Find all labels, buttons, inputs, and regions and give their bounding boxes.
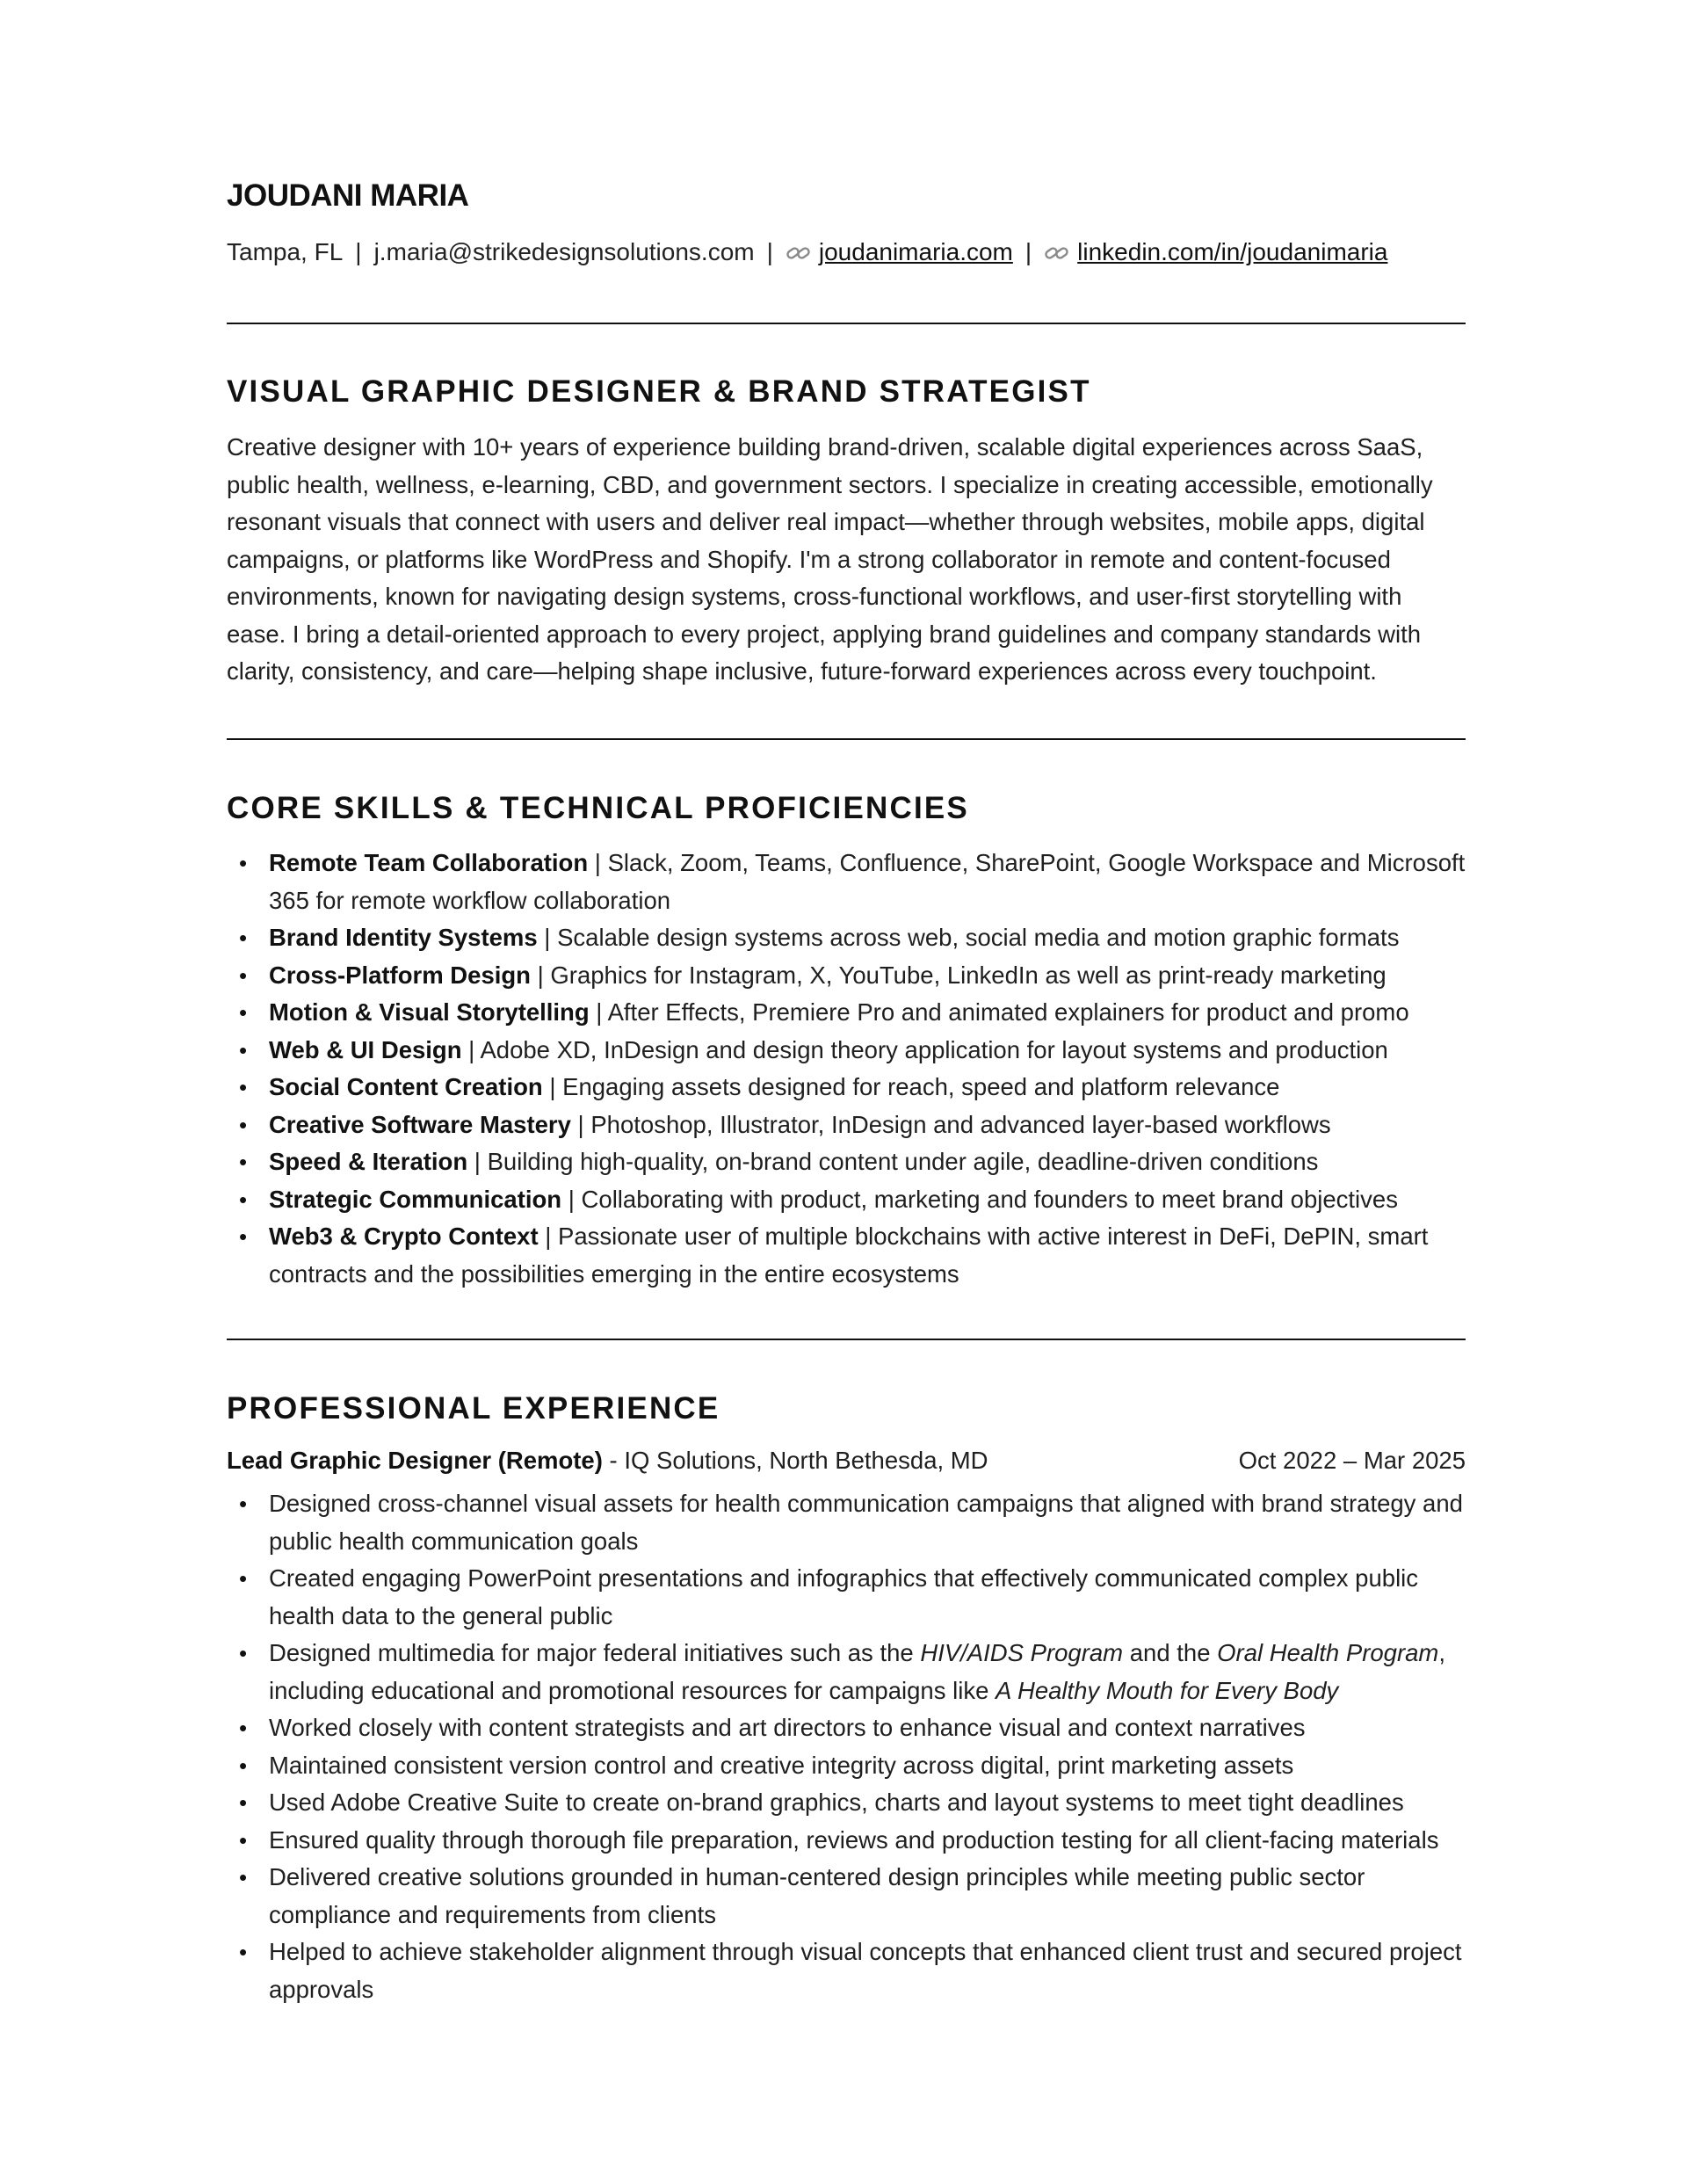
- list-item: • Maintained consistent version control and creative integrity across digital, print marketing assets: [227, 1747, 1466, 1785]
- summary-text: Creative designer with 10+ years of experience building brand-driven, scalable digital experiences across SaaS, public health, wellness, e-learning, CBD, and government sectors. I specialize in creating accessible, emotionally resonant visuals that connect with users and deliver real impact—whether through websites, mobile apps, digital campaigns, or platforms like WordPress and Shopify. I'm a strong collaborator in remote and content-focused environments, known for navigating design systems, cross-functional workflows, and user-first storytelling with ease. I bring a detail-oriented approach to every project, applying brand guidelines and company standards with clarity, consistency, and care—helping shape inclusive, future-forward experiences across every touchpoint.: [227, 433, 1433, 685]
- divider: [227, 323, 1466, 324]
- job-header: [227, 1446, 1466, 1476]
- list-item: • Creative Software Mastery | Photoshop, Illustrator, InDesign and advanced layer-based workflows: [227, 1107, 1466, 1144]
- list-item: • Remote Team Collaboration | Slack, Zoom, Teams, Confluence, SharePoint, Google Workspace and Microsoft 365 for remote workflow collaboration: [227, 845, 1466, 919]
- list-item: • Cross-Platform Design | Graphics for Instagram, X, YouTube, LinkedIn as well as print-ready marketing: [227, 957, 1466, 995]
- separator: |: [1025, 238, 1032, 265]
- job-role: Lead Graphic Designer (Remote): [227, 1447, 603, 1474]
- summary-title: VISUAL GRAPHIC DESIGNER & BRAND STRATEGIST: [227, 374, 1091, 409]
- divider: [227, 738, 1466, 740]
- list-item: • Ensured quality through thorough file preparation, reviews and production testing for all client-facing materials: [227, 1822, 1466, 1860]
- list-item: • Web & UI Design | Adobe XD, InDesign and design theory application for layout systems and production: [227, 1032, 1466, 1070]
- location: Tampa, FL: [227, 238, 344, 265]
- list-item: • Motion & Visual Storytelling | After Effects, Premiere Pro and animated explainers for product and promo: [227, 994, 1466, 1032]
- job-bullets: [227, 1485, 1466, 2008]
- list-item: • Speed & Iteration | Building high-quality, on-brand content under agile, deadline-driven conditions: [227, 1143, 1466, 1181]
- website-link[interactable]: joudanimaria.com: [818, 238, 1013, 265]
- link-icon: [1044, 240, 1070, 258]
- list-item: • Social Content Creation | Engaging assets designed for reach, speed and platform relevance: [227, 1069, 1466, 1107]
- email[interactable]: j.maria@strikedesignsolutions.com: [373, 238, 755, 265]
- divider: [227, 1339, 1466, 1340]
- candidate-name: JOUDANI MARIA: [227, 178, 469, 213]
- experience-title: PROFESSIONAL EXPERIENCE: [227, 1391, 720, 1426]
- list-item: • Strategic Communication | Collaborating with product, marketing and founders to meet brand objectives: [227, 1181, 1466, 1219]
- list-item: • Created engaging PowerPoint presentations and infographics that effectively communicated complex public health data to the general public: [227, 1560, 1466, 1635]
- list-item: • Web3 & Crypto Context | Passionate user of multiple blockchains with active interest in DeFi, DePIN, smart contracts and the possibilities emerging in the entire ecosystems: [227, 1218, 1466, 1293]
- contact-line: [227, 238, 1387, 266]
- list-item: • Designed cross-channel visual assets for health communication campaigns that aligned with brand strategy and public health communication goals: [227, 1485, 1466, 1560]
- separator: |: [355, 238, 362, 265]
- skills-list: [227, 845, 1466, 1293]
- job-dates: Oct 2022 – Mar 2025: [1238, 1447, 1466, 1474]
- list-item: • Used Adobe Creative Suite to create on-brand graphics, charts and layout systems to meet tight deadlines: [227, 1784, 1466, 1822]
- list-item: • Brand Identity Systems | Scalable design systems across web, social media and motion graphic formats: [227, 919, 1466, 957]
- list-item: • Delivered creative solutions grounded in human-centered design principles while meeting public sector compliance and requirements from clients: [227, 1859, 1466, 1934]
- separator: |: [766, 238, 773, 265]
- list-item: • Designed multimedia for major federal initiatives such as the HIV/AIDS Program and the Oral Health Program, including educational and promotional resources for campaigns like A Healthy Mouth for Every Body: [227, 1635, 1466, 1709]
- list-item: • Worked closely with content strategists and art directors to enhance visual and context narratives: [227, 1709, 1466, 1747]
- list-item: • Helped to achieve stakeholder alignment through visual concepts that enhanced client trust and secured project approvals: [227, 1934, 1466, 2008]
- linkedin-link[interactable]: linkedin.com/in/joudanimaria: [1077, 238, 1388, 265]
- skills-title: CORE SKILLS & TECHNICAL PROFICIENCIES: [227, 791, 969, 825]
- job-company: - IQ Solutions, North Bethesda, MD: [602, 1447, 988, 1474]
- link-icon: [786, 240, 812, 258]
